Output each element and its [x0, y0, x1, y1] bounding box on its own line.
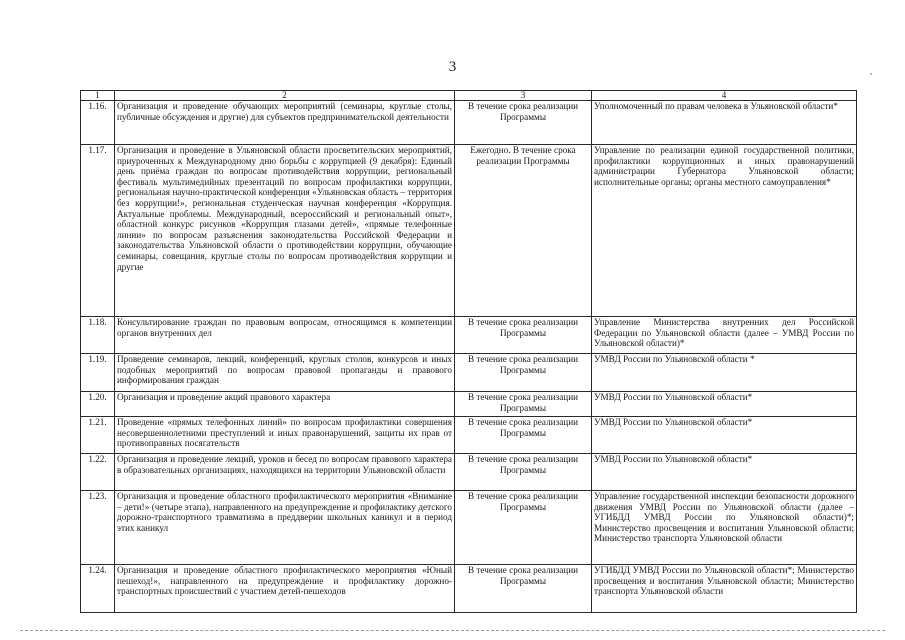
table-row	[81, 101, 857, 145]
scan-mark: ,	[870, 66, 873, 76]
row-term: В течение срока реализации Программы	[455, 354, 592, 392]
header-col-1: 1	[81, 91, 115, 101]
table-row	[81, 392, 857, 417]
row-executor: УМВД России по Ульяновской области*	[592, 417, 857, 454]
row-event: Организация и проведение в Ульяновской области просветительских мероприятий, приуроченных к Международному дню борьбы с коррупцией (9 декабря): Единый день приёма граждан по вопросам противодействия коррупции, региональный фестиваль мультимедийных презентаций по вопросам профилактики коррупции, региональная научно-практической конференция «Ульяновская область – территория без коррупции!», региональная студенческая научная конференция «Коррупция. Актуальные проблемы. Международный, всероссийский и региональный опыт», областной конкурс рисунков «Коррупция глазами детей», «прямые телефонные линии» по вопросам разъяснения законодательства Российской Федерации и законодательства Ульяновской области о противодействии коррупции, обучающие семинары, совещания, круглые столы по вопросам противодействия коррупции и другие	[115, 145, 455, 317]
row-number: 1.21.	[81, 417, 115, 454]
row-number: 1.16.	[81, 101, 115, 145]
row-term: Ежегодно. В течение срока реализации Программы	[455, 145, 592, 317]
row-executor: Управление государственной инспекции безопасности дорожного движения УМВД России по Ульяновской области (далее – УГИБДД УМВД России по Ульяновской области)*; Министерство просвещения и воспитания Ульяновской области; Министерство транспорта Ульяновской области	[592, 491, 857, 565]
table-row	[81, 491, 857, 565]
row-term: В течение срока реализации Программы	[455, 392, 592, 417]
table-header-row	[81, 91, 857, 101]
row-event: Проведение семинаров, лекций, конференций, круглых столов, конкурсов и иных подобных мероприятий по вопросам правовой пропаганды и правового информирования граждан	[115, 354, 455, 392]
row-term: В течение срока реализации Программы	[455, 317, 592, 354]
row-term: В течение срока реализации Программы	[455, 491, 592, 565]
row-executor: Управление по реализации единой государственной политики, профилактики коррупционных и иных правонарушений администрации Губернатора Ульяновской области; исполнительные органы; органы местного самоуправления*	[592, 145, 857, 317]
table-row	[81, 145, 857, 317]
row-number: 1.23.	[81, 491, 115, 565]
table-row	[81, 317, 857, 354]
row-event: Организация и проведение областного профилактического мероприятия «Юный пешеход!», направленного на предупреждение и профилактику дорожно-транспортных происшествий с участием детей-пешеходов	[115, 565, 455, 613]
table-row	[81, 354, 857, 392]
row-executor: УМВД России по Ульяновской области*	[592, 392, 857, 417]
row-term: В течение срока реализации Программы	[455, 417, 592, 454]
row-number: 1.18.	[81, 317, 115, 354]
row-executor: УМВД России по Ульяновской области*	[592, 454, 857, 491]
program-measures-table	[80, 90, 857, 613]
row-number: 1.20.	[81, 392, 115, 417]
row-executor: УГИБДД УМВД России по Ульяновской области*; Министерство просвещения и воспитания Ульяновской области; Министерство транспорта Ульяновской области	[592, 565, 857, 613]
row-event: Организация и проведение обучающих мероприятий (семинары, круглые столы, публичные обсуждения и другие) для субъектов предпринимательской деятельности	[115, 101, 455, 145]
table-row	[81, 454, 857, 491]
header-col-2: 2	[115, 91, 455, 101]
row-term: В течение срока реализации Программы	[455, 565, 592, 613]
header-col-3: 3	[455, 91, 592, 101]
scan-edge-line	[20, 630, 885, 631]
row-number: 1.19.	[81, 354, 115, 392]
row-number: 1.17.	[81, 145, 115, 317]
table-row	[81, 417, 857, 454]
row-executor: УМВД России по Ульяновской области *	[592, 354, 857, 392]
row-number: 1.24.	[81, 565, 115, 613]
header-col-4: 4	[592, 91, 857, 101]
table-row	[81, 565, 857, 613]
row-number: 1.22.	[81, 454, 115, 491]
page-number: 3	[448, 59, 457, 75]
row-term: В течение срока реализации Программы	[455, 454, 592, 491]
row-executor: Уполномоченный по правам человека в Ульяновской области*	[592, 101, 857, 145]
row-event: Организация и проведение акций правового характера	[115, 392, 455, 417]
row-event: Организация и проведение лекций, уроков и бесед по вопросам правового характера в образовательных организациях, находящихся на территории Ульяновской области	[115, 454, 455, 491]
row-term: В течение срока реализации Программы	[455, 101, 592, 145]
row-event: Консультирование граждан по правовым вопросам, относящимся к компетенции органов внутренних дел	[115, 317, 455, 354]
row-event: Организация и проведение областного профилактического мероприятия «Внимание – дети!» (четыре этапа), направленного на предупреждение и профилактику детского дорожно-транспортного травматизма в преддверии школьных каникул и в период этих каникул	[115, 491, 455, 565]
row-event: Проведение «прямых телефонных линий» по вопросам профилактики совершения несовершеннолетними преступлений и иных правонарушений, защиты их прав от противоправных посягательств	[115, 417, 455, 454]
row-executor: Управление Министерства внутренних дел Российской Федерации по Ульяновской области (далее – УМВД России по Ульяновской области)*	[592, 317, 857, 354]
